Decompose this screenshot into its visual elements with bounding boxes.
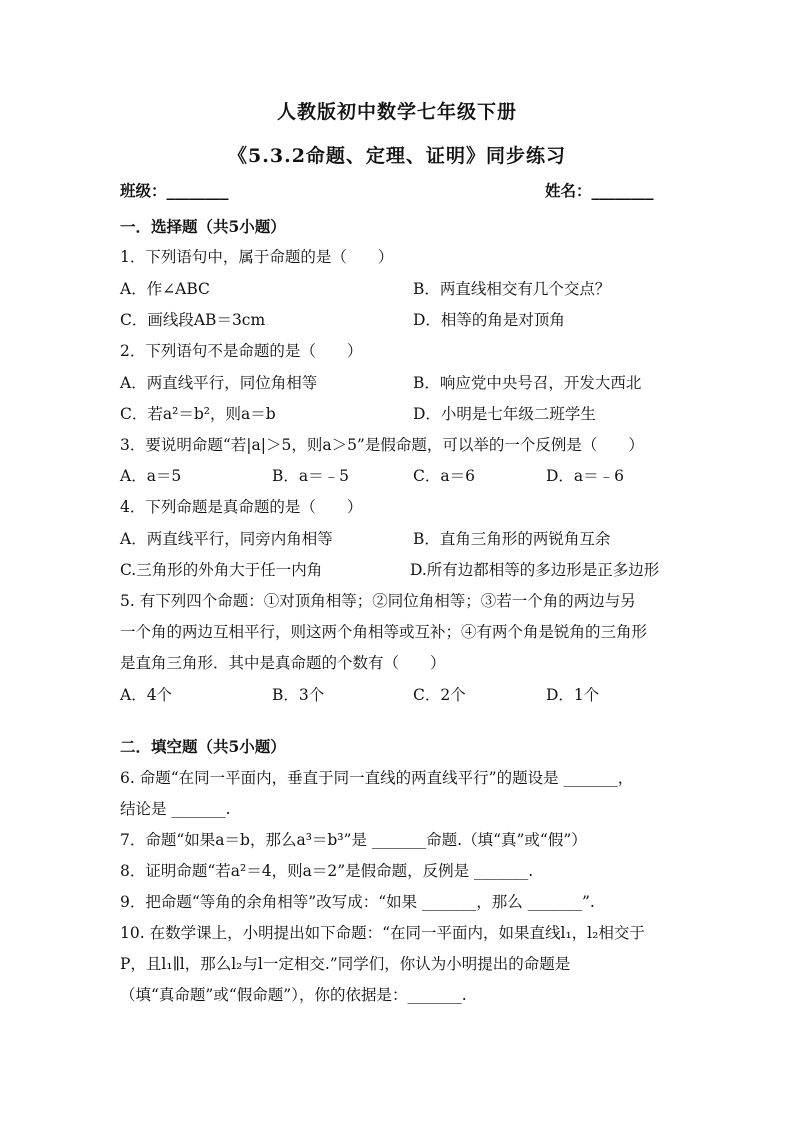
page-subtitle: 《5.3.2命题、定理、证明》同步练习 [228,145,566,167]
q3-option-c: C．a＝6 [413,467,475,485]
q4-option-b: B．直角三角形的两锐角互余 [413,530,611,548]
question-5-line-1: 5. 有下列四个命题：①对顶角相等；②同位角相等；③若一个角的两边与另 [120,592,636,610]
section-multiple-choice: 一．选择题（共5小题） [120,217,286,236]
question-6-line-1: 6. 命题“在同一平面内，垂直于同一直线的两直线平行”的题设是 _______， [120,769,634,787]
section-fill-in: 二．填空题（共5小题） [120,737,286,756]
question-8: 8．证明命题“若a²＝4，则a＝2”是假命题，反例是 _______. [120,862,534,880]
q4-option-c: C.三角形的外角大于任一内角 [120,561,323,579]
q1-option-c: C．画线段AB＝3cm [120,311,266,329]
q2-option-a: A．两直线平行，同位角相等 [120,374,318,392]
page-title: 人教版初中数学七年级下册 [276,101,517,123]
question-10-line-1: 10. 在数学课上，小明提出如下命题：“在同一平面内，如果直线l₁，l₂相交于 [120,924,645,942]
q1-option-b: B．两直线相交有几个交点？ [413,280,611,298]
question-9: 9．把命题“等角的余角相等”改写成：“如果 _______，那么 _______”. [120,893,595,911]
question-6-line-2: 结论是 _______. [120,800,231,818]
q4-option-a: A．两直线平行，同旁内角相等 [120,530,333,548]
question-10-line-2: P，且l₁∥l，那么l₂与l一定相交.”同学们，你认为小明提出的命题是 [120,955,571,973]
class-field: 班级：________ [120,181,229,200]
question-10-line-3: （填“真命题”或“假命题”），你的依据是：_______. [120,986,467,1004]
question-1: 1．下列语句中，属于命题的是（ ） [120,248,394,266]
question-4: 4．下列命题是真命题的是（ ） [120,498,363,516]
q5-option-a: A．4个 [120,686,173,704]
q5-option-d: D．1个 [546,686,600,704]
q5-option-c: C．2个 [413,686,466,704]
question-5-line-2: 一个角的两边互相平行，则这两个角相等或互补；④有两个角是锐角的三角形 [120,623,648,641]
q1-option-d: D．相等的角是对顶角 [413,311,565,329]
q2-option-b: B．响应党中央号召，开发大西北 [413,374,642,392]
q3-option-b: B．a＝﹣5 [272,467,349,485]
q3-option-d: D．a＝﹣6 [546,467,625,485]
q5-option-b: B．3个 [272,686,325,704]
question-7: 7．命题“如果a＝b，那么a³＝b³”是 _______命题.（填“真”或“假”） [120,831,587,849]
question-3: 3．要说明命题“若|a|＞5，则a＞5”是假命题，可以举的一个反例是（ ） [120,436,644,454]
q3-option-a: A．a＝5 [120,467,182,485]
q1-option-a: A．作∠ABC [120,280,210,298]
q4-option-d: D.所有边都相等的多边形是正多边形 [410,561,660,579]
question-5-line-3: 是直角三角形．其中是真命题的个数有（ ） [120,654,446,672]
q2-option-c: C．若a²＝b²，则a＝b [120,405,276,423]
question-2: 2．下列语句不是命题的是（ ） [120,342,363,360]
q2-option-d: D．小明是七年级二班学生 [413,405,596,423]
name-field: 姓名：________ [545,181,654,200]
